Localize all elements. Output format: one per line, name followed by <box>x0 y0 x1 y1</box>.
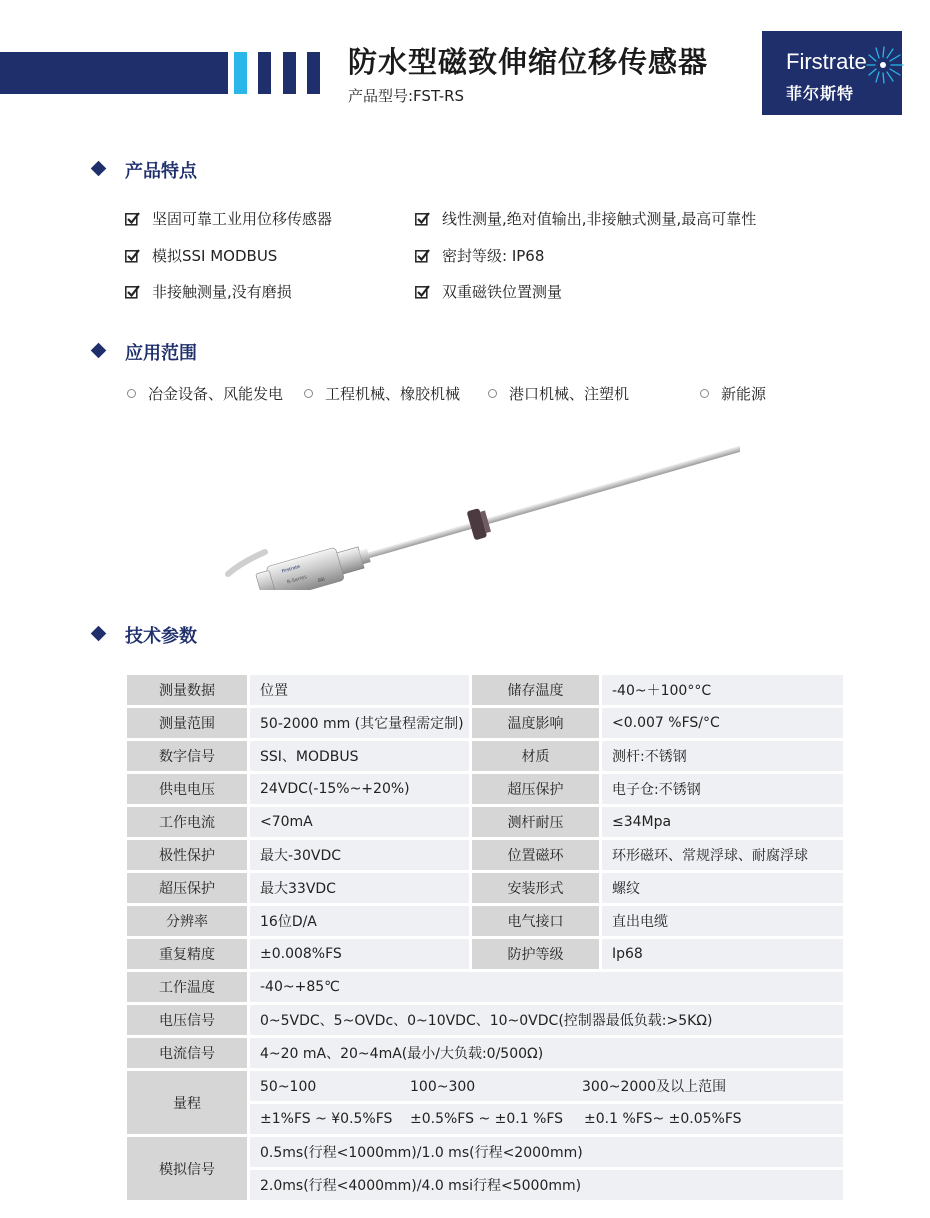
table-row <box>127 939 843 969</box>
page-title: 防水型磁致伸缩位移传感器 <box>348 45 709 79</box>
logo-english: Firstrate <box>786 49 867 74</box>
spec-label: 防护等级 <box>472 939 602 969</box>
header-stripe-1 <box>258 52 271 94</box>
table-row <box>127 1071 843 1101</box>
application-item <box>127 383 283 404</box>
table-row <box>127 1038 843 1068</box>
spec-label: 电压信号 <box>127 1005 250 1035</box>
feature-text: 密封等级: IP68 <box>442 247 545 265</box>
checkbox-checked-icon <box>415 284 430 299</box>
table-row <box>127 906 843 936</box>
table-row <box>127 774 843 804</box>
feature-text: 双重磁铁位置测量 <box>442 283 563 301</box>
application-text: 工程机械、橡胶机械 <box>325 385 461 403</box>
spec-value: 0.5ms(行程<1000mm)/1.0 ms(行程<2000mm) <box>250 1137 843 1167</box>
spec-label-range: 量程 <box>127 1071 250 1134</box>
product-series-label: R-Series <box>286 574 308 586</box>
features-diamond-icon <box>91 161 107 177</box>
spec-label: 工作电流 <box>127 807 250 837</box>
feature-item <box>125 245 277 266</box>
spec-value: 50-2000 mm (其它量程需定制) <box>250 708 472 738</box>
spec-value: 最大-30VDC <box>250 840 472 870</box>
feature-item <box>125 281 292 302</box>
circle-bullet-icon <box>488 389 497 398</box>
table-row <box>127 840 843 870</box>
spec-label: 电气接口 <box>472 906 602 936</box>
spec-value: Ip68 <box>602 939 843 969</box>
table-row <box>127 675 843 705</box>
feature-text: 非接触测量,没有磨损 <box>152 283 292 301</box>
spec-value: 螺纹 <box>602 873 843 903</box>
spec-label: 重复精度 <box>127 939 250 969</box>
spec-label-analog: 模拟信号 <box>127 1137 250 1200</box>
spec-value: 环形磁环、常规浮球、耐腐浮球 <box>602 840 843 870</box>
table-row <box>127 1005 843 1035</box>
spec-value: ±0.008%FS <box>250 939 472 969</box>
application-text: 冶金设备、风能发电 <box>148 385 284 403</box>
features-heading: 产品特点 <box>125 161 197 182</box>
feature-text: 坚固可靠工业用位移传感器 <box>152 210 333 228</box>
spec-value: SSI、MODBUS <box>250 741 472 771</box>
feature-item <box>415 245 544 266</box>
table-row <box>127 741 843 771</box>
product-ssi-label: SSI <box>317 577 326 585</box>
spec-value: 电子仓:不锈钢 <box>602 774 843 804</box>
application-text: 港口机械、注塑机 <box>509 385 630 403</box>
application-item <box>700 383 766 404</box>
logo-chinese: 菲尔斯特 <box>786 84 855 103</box>
spec-value: <0.007 %FS/°C <box>602 708 843 738</box>
spec-label: 测杆耐压 <box>472 807 602 837</box>
spec-value: 16位D/A <box>250 906 472 936</box>
range-cell: 100~300 <box>410 1079 476 1095</box>
range-cell: 50~100 <box>260 1079 317 1095</box>
table-row <box>127 708 843 738</box>
circle-bullet-icon <box>304 389 313 398</box>
spec-label: 电流信号 <box>127 1038 250 1068</box>
spec-label: 超压保护 <box>472 774 602 804</box>
checkbox-checked-icon <box>125 248 140 263</box>
spec-label: 供电电压 <box>127 774 250 804</box>
table-row <box>127 873 843 903</box>
spec-label: 安装形式 <box>472 873 602 903</box>
spec-label: 位置磁环 <box>472 840 602 870</box>
table-row <box>127 807 843 837</box>
spec-value: 测杆:不锈钢 <box>602 741 843 771</box>
starburst-icon <box>865 45 905 85</box>
feature-text: 线性测量,绝对值输出,非接触式测量,最高可靠性 <box>442 210 757 228</box>
feature-item <box>125 208 332 229</box>
spec-label: 温度影响 <box>472 708 602 738</box>
feature-item <box>415 281 562 302</box>
specs-heading: 技术参数 <box>125 626 197 647</box>
accuracy-values <box>250 1104 843 1134</box>
header-stripe-2 <box>283 52 296 94</box>
table-row <box>127 972 843 1002</box>
spec-value: 24VDC(-15%~+20%) <box>250 774 472 804</box>
spec-label: 数字信号 <box>127 741 250 771</box>
checkbox-checked-icon <box>415 211 430 226</box>
spec-value: 2.0ms(行程<4000mm)/4.0 msi行程<5000mm) <box>250 1170 843 1200</box>
spec-label: 超压保护 <box>127 873 250 903</box>
applications-diamond-icon <box>91 343 107 359</box>
spec-value: -40~+85℃ <box>250 972 843 1002</box>
product-brand-label: Firstrate <box>281 564 301 575</box>
spec-value: -40~＋100°°C <box>602 675 843 705</box>
spec-value: 最大33VDC <box>250 873 472 903</box>
accuracy-cell: ±1%FS ~ ¥0.5%FS <box>260 1111 393 1127</box>
accuracy-cell: ±0.5%FS ~ ±0.1 %FS <box>410 1111 564 1127</box>
header-stripe-3 <box>307 52 320 94</box>
circle-bullet-icon <box>127 389 136 398</box>
spec-label: 测量数据 <box>127 675 250 705</box>
application-item <box>488 383 629 404</box>
checkbox-checked-icon <box>125 211 140 226</box>
spec-value: 4~20 mA、20~4mA(最小/大负载:0/500Ω) <box>250 1038 843 1068</box>
spec-label: 材质 <box>472 741 602 771</box>
spec-label: 工作温度 <box>127 972 250 1002</box>
checkbox-checked-icon <box>125 284 140 299</box>
header-band <box>0 52 228 94</box>
product-model: 产品型号:FST-RS <box>348 87 465 105</box>
applications-heading: 应用范围 <box>125 343 197 364</box>
range-cell: 300~2000及以上范围 <box>582 1079 727 1095</box>
spec-value: 位置 <box>250 675 472 705</box>
application-text: 新能源 <box>721 385 767 403</box>
feature-item <box>415 208 756 229</box>
accuracy-cell: ±0.1 %FS~ ±0.05%FS <box>584 1111 742 1127</box>
brand-logo <box>762 31 902 115</box>
spec-value: 直出电缆 <box>602 906 843 936</box>
product-image <box>220 440 740 590</box>
spec-label: 储存温度 <box>472 675 602 705</box>
spec-value: ≤34Mpa <box>602 807 843 837</box>
feature-text: 模拟SSI MODBUS <box>152 247 278 265</box>
circle-bullet-icon <box>700 389 709 398</box>
spec-value: <70mA <box>250 807 472 837</box>
spec-label: 测量范围 <box>127 708 250 738</box>
application-item <box>304 383 460 404</box>
table-row <box>127 1137 843 1167</box>
spec-table <box>127 672 843 1203</box>
specs-diamond-icon <box>91 626 107 642</box>
spec-label: 分辨率 <box>127 906 250 936</box>
range-values <box>250 1071 843 1101</box>
spec-value: 0~5VDC、5~OVDc、0~10VDC、10~0VDC(控制器最低负载:>5KΩ) <box>250 1005 843 1035</box>
header-stripe-cyan <box>234 52 247 94</box>
spec-label: 极性保护 <box>127 840 250 870</box>
checkbox-checked-icon <box>415 248 430 263</box>
